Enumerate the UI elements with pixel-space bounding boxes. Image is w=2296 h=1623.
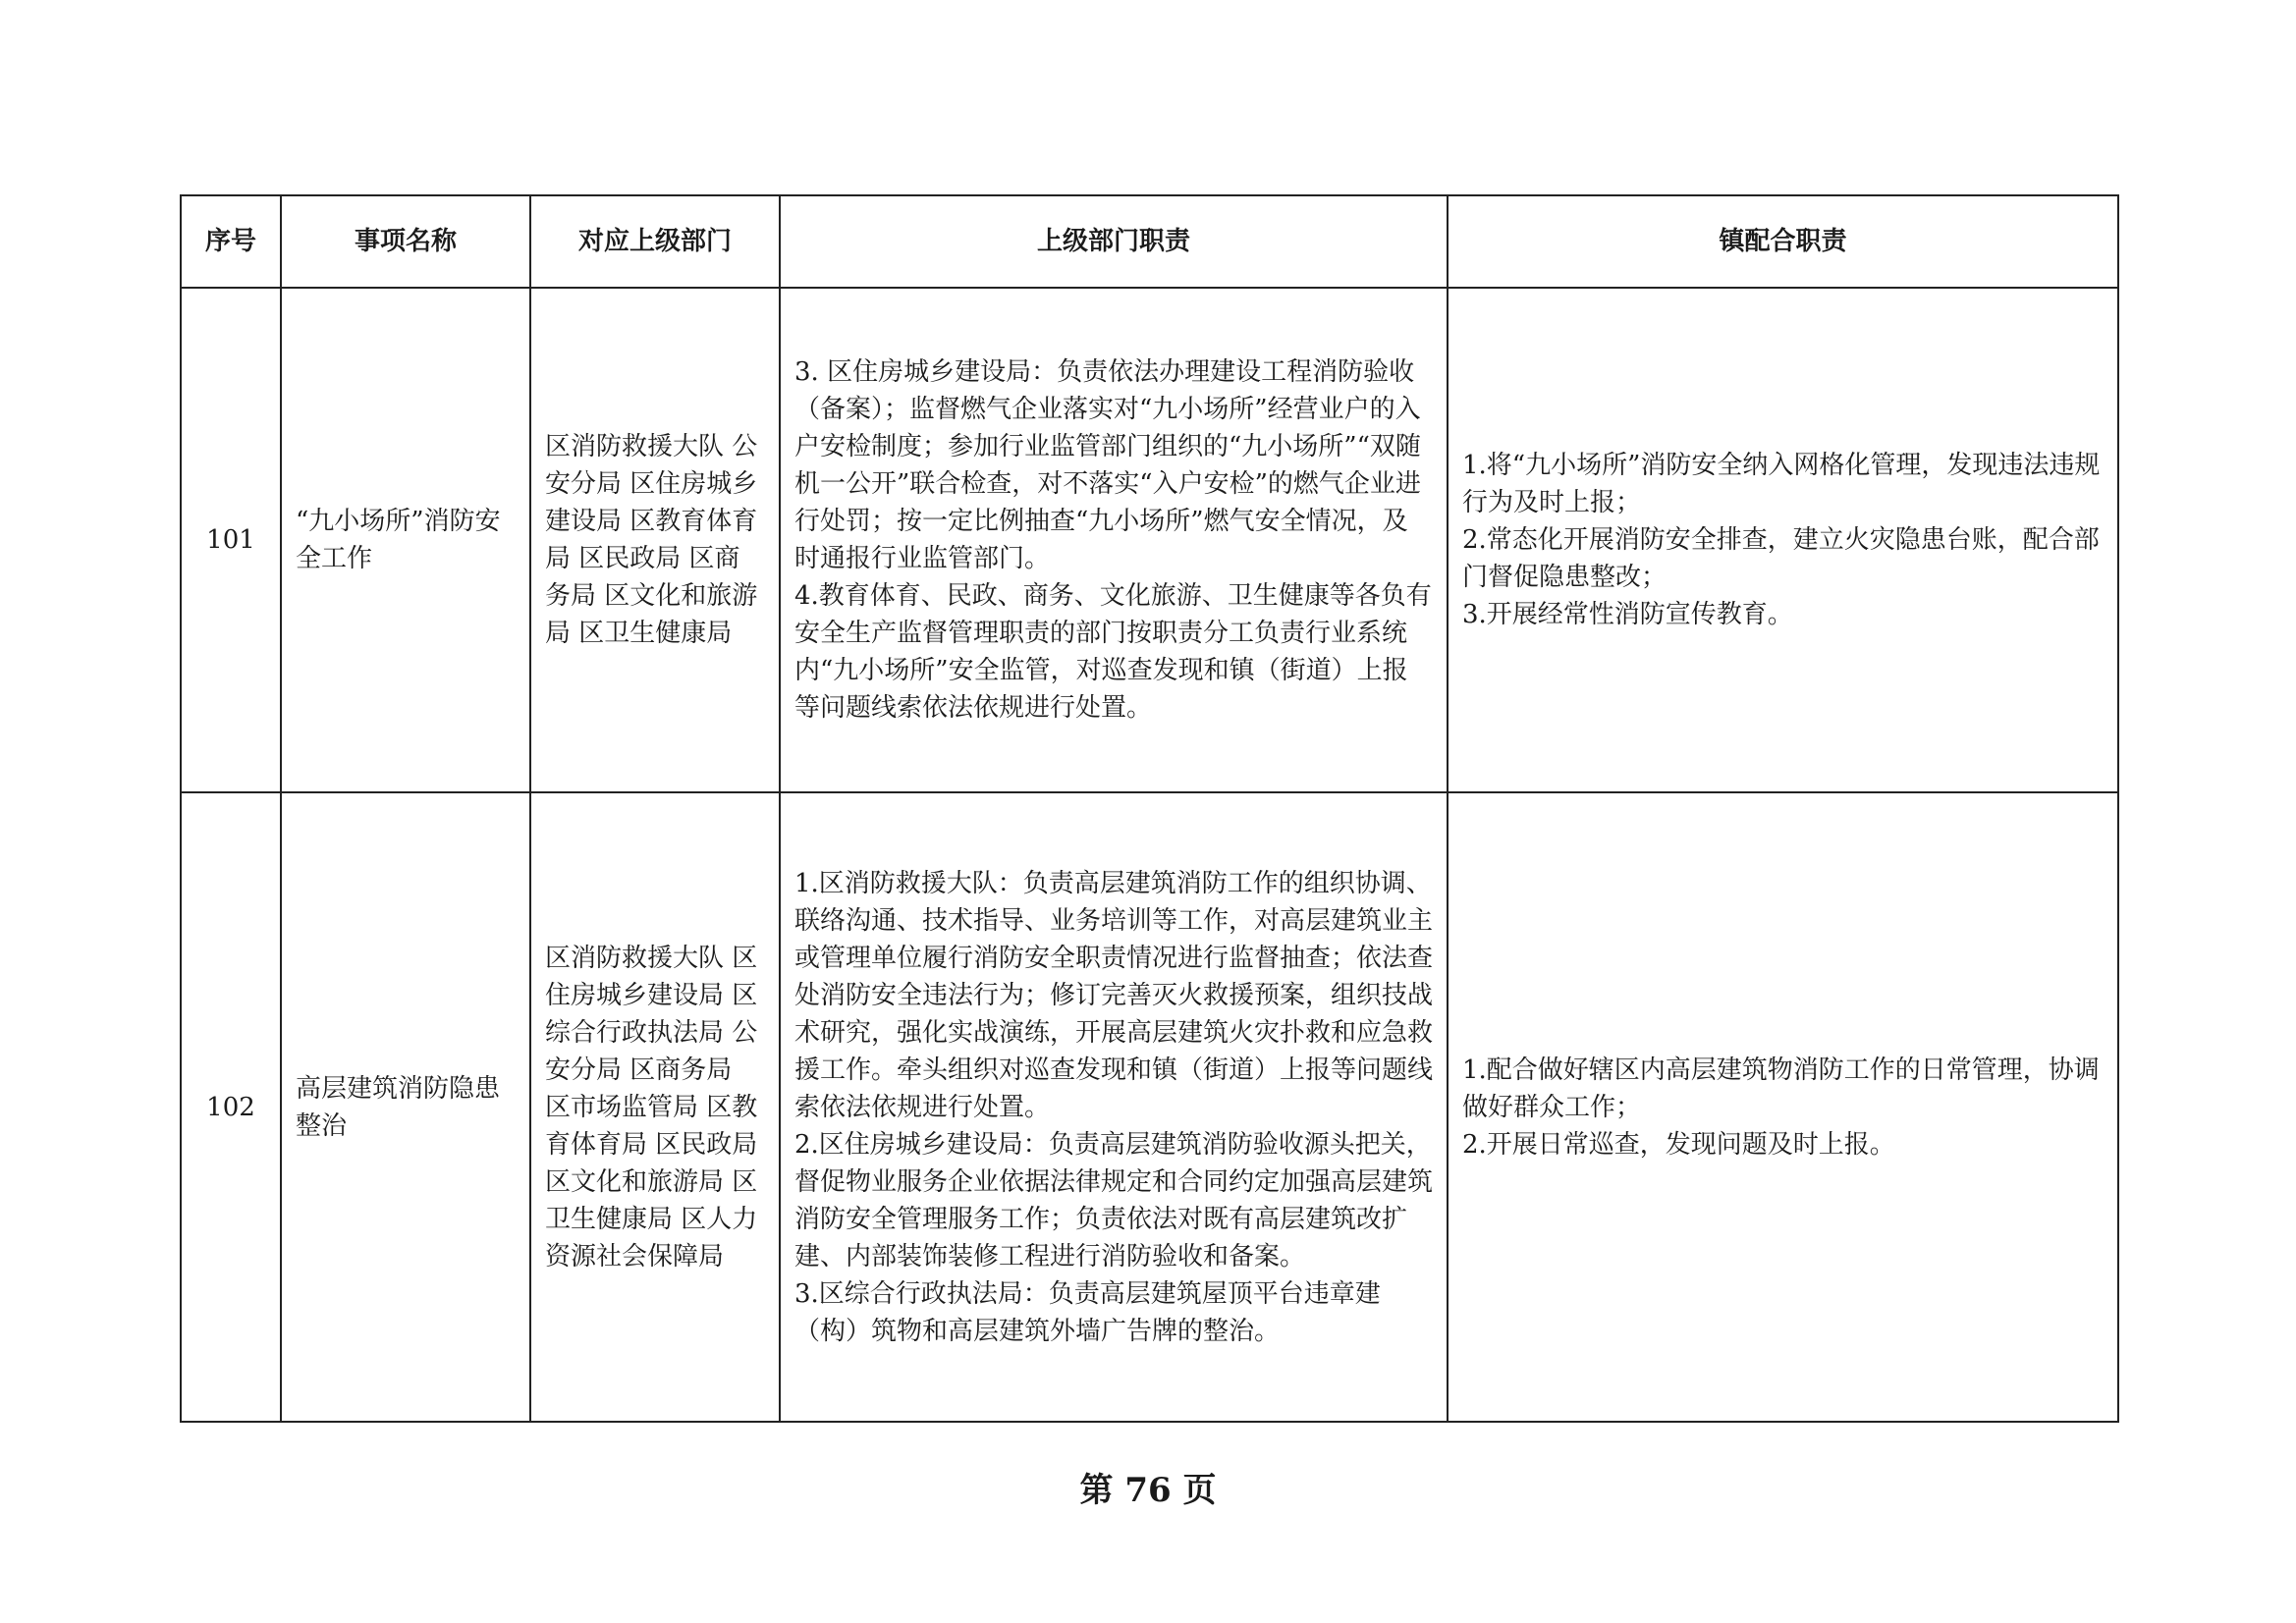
town-duty-item: 1.将“九小场所”消防安全纳入网格化管理，发现违法违规行为及时上报； bbox=[1462, 451, 2101, 517]
duty-table bbox=[180, 194, 2119, 1423]
table-row bbox=[181, 792, 2118, 1422]
header-dept-duties: 上级部门职责 bbox=[780, 195, 1448, 288]
town-duties bbox=[1448, 792, 2118, 1422]
town-duty-item: 3.开展经常性消防宣传教育。 bbox=[1462, 600, 1793, 629]
header-item-name: 事项名称 bbox=[281, 195, 530, 288]
header-town-duties: 镇配合职责 bbox=[1448, 195, 2118, 288]
dept-duties bbox=[780, 792, 1448, 1422]
item-name: 高层建筑消防隐患整治 bbox=[281, 792, 530, 1422]
row-number: 102 bbox=[181, 792, 281, 1422]
town-duty-item: 2.常态化开展消防安全排查，建立火灾隐患台账，配合部门督促隐患整改； bbox=[1462, 525, 2100, 592]
item-name: “九小场所”消防安全工作 bbox=[281, 288, 530, 792]
duty-paragraph: 1.区消防救援大队：负责高层建筑消防工作的组织协调、联络沟通、技术指导、业务培训等工作，对高层建筑业主或管理单位履行消防安全职责情况进行监督抽查；依法查处消防安全违法行为；修订完善灭火救援预案，组织技战术研究，强化实战演练，开展高层建筑火灾扑救和应急救援工作。牵头组织对巡查发现和镇（街道）上报等问题线索依法依规进行处置。 bbox=[794, 868, 1434, 1122]
duty-paragraph: 2.区住房城乡建设局：负责高层建筑消防验收源头把关，督促物业服务企业依据法律规定和合同约定加强高层建筑消防安全管理服务工作；负责依法对既有高层建筑改扩建、内部装饰装修工程进行消防验收和备案。 bbox=[794, 1129, 1434, 1271]
table-header-row bbox=[181, 195, 2118, 288]
town-duty-item: 1.配合做好辖区内高层建筑物消防工作的日常管理，协调做好群众工作； bbox=[1462, 1055, 2100, 1122]
departments: 区消防救援大队 区住房城乡建设局 区综合行政执法局 公安分局 区商务局 区市场监管局 区教育体育局 区民政局 区文化和旅游局 区卫生健康局 区人力资源社会保障局 bbox=[530, 792, 780, 1422]
town-duty-item: 2.开展日常巡查，发现问题及时上报。 bbox=[1462, 1129, 1895, 1160]
duty-paragraph: 3. 区住房城乡建设局：负责依法办理建设工程消防验收（备案）；监督燃气企业落实对“九小场所”经营业户的入户安检制度；参加行业监管部门组织的“九小场所”“双随机一公开”联合检查，对不落实“入户安检”的燃气企业进行处罚；按一定比例抽查“九小场所”燃气安全情况，及时通报行业监管部门。 bbox=[794, 357, 1421, 573]
departments: 区消防救援大队 公安分局 区住房城乡建设局 区教育体育局 区民政局 区商务局 区文化和旅游局 区卫生健康局 bbox=[530, 288, 780, 792]
page-number: 第 76 页 bbox=[1079, 1471, 1217, 1510]
header-departments: 对应上级部门 bbox=[530, 195, 780, 288]
table-row bbox=[181, 288, 2118, 792]
duty-paragraph: 3.区综合行政执法局：负责高层建筑屋顶平台违章建（构）筑物和高层建筑外墙广告牌的整治。 bbox=[794, 1278, 1381, 1346]
town-duties bbox=[1448, 288, 2118, 792]
dept-duties bbox=[780, 288, 1448, 792]
duty-paragraph: 4.教育体育、民政、商务、文化旅游、卫生健康等各负有安全生产监督管理职责的部门按职责分工负责行业系统内“九小场所”安全监管，对巡查发现和镇（街道）上报等问题线索依法依规进行处置。 bbox=[794, 581, 1432, 723]
row-number: 101 bbox=[181, 288, 281, 792]
header-no: 序号 bbox=[181, 195, 281, 288]
